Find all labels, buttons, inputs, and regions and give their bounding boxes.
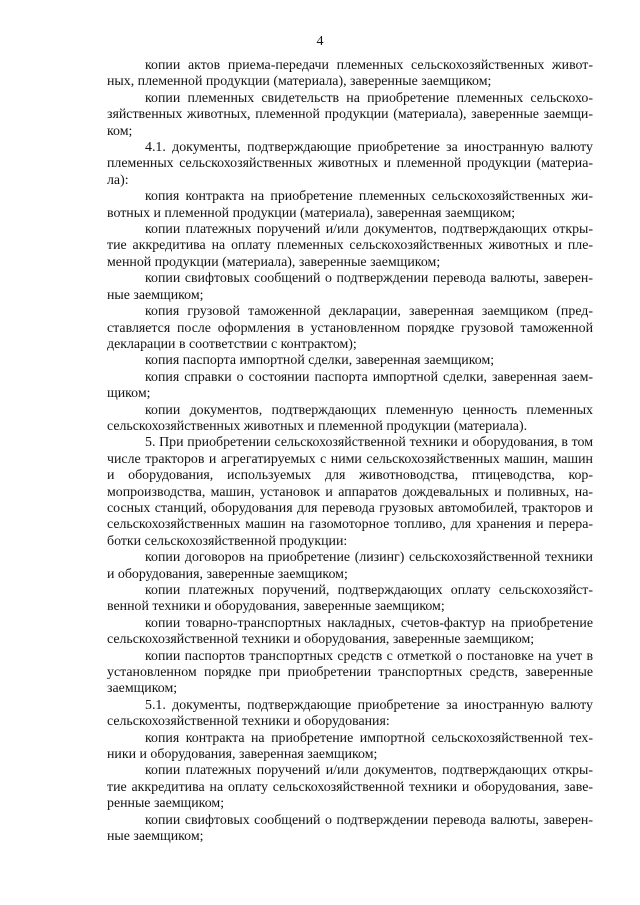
paragraph: копии платежных поручений, подтверждающих оплату сельскохозяйст-венной техники и оборудования, заверенные заемщиком; — [107, 583, 593, 615]
paragraph: 5.1. документы, подтверждающие приобретение за иностранную валюту сельскохозяйственной техники и оборудования: — [107, 697, 593, 730]
page-number: 4 — [316, 34, 324, 49]
paragraph: 4.1. документы, подтверждающие приобретение за иностранную валюту племенных сельскохозяйственных животных и племенной продукции (материа-ла): — [107, 140, 593, 188]
paragraph: копии паспортов транспортных средств с отметкой о постановке на учет в установленном порядке при приобретении транспортных средств, заверенные заемщиком; — [107, 648, 593, 697]
paragraph: копии свифтовых сообщений о подтверждении перевода валюты, заверен-ные заемщиком; — [107, 812, 593, 845]
paragraph: копии договоров на приобретение (лизинг) сельскохозяйственной техники и оборудования, заверенные заемщиком; — [107, 550, 593, 582]
paragraph: копии актов приема-передачи племенных сельскохозяйственных живот-ных, племенной продукции (материала), заверенные заемщиком; — [107, 58, 593, 90]
document-body — [107, 58, 593, 846]
paragraph: копии свифтовых сообщений о подтверждении перевода валюты, заверен-ные заемщиком; — [107, 271, 593, 303]
paragraph: копия контракта на приобретение племенных сельскохозяйственных жи-вотных и племенной продукции (материала), заверенная заемщиком; — [107, 189, 593, 221]
paragraph: копия контракта на приобретение импортной сельскохозяйственной тех-ники и оборудования, заверенная заемщиком; — [107, 730, 593, 763]
paragraph: копии племенных свидетельств на приобретение племенных сельскохо-зяйственных животных, племенной продукции (материала), заверенные заемщи-ком; — [107, 90, 593, 139]
paragraph: копия справки о состоянии паспорта импортной сделки, заверенная заем-щиком; — [107, 369, 593, 402]
paragraph: копии платежных поручений и/или документов, подтверждающих откры-тие аккредитива на оплату племенных сельскохозяйственных животных и пле-менной продукции (материала), заверенные заемщиком; — [107, 222, 593, 270]
paragraph: копии товарно-транспортных накладных, счетов-фактур на приобретение сельскохозяйственной техники и оборудования, заверенные заемщиком; — [107, 615, 593, 648]
paragraph: 5. При приобретении сельскохозяйственной техники и оборудования, в том числе тракторов и агрегатируемых с ними сельскохозяйственных машин, машин и оборудования, используемых для животноводства, птицеводства, кор-мопроизводства, машин, установок и аппаратов дождевальных и поливных, на-сосных станций, оборудования для перевода грузовых автомобилей, тракторов и сельскохозяйственных машин на газомоторное топливо, для хранения и перера-ботки сельскохозяйственной продукции: — [107, 435, 593, 549]
paragraph: копия грузовой таможенной декларации, заверенная заемщиком (пред-ставляется после оформления в установленном порядке грузовой таможенной декларации в соответствии с контрактом); — [107, 304, 593, 352]
paragraph: копии документов, подтверждающих племенную ценность племенных сельскохозяйственных животных и племенной продукции (материала). — [107, 402, 593, 434]
paragraph: копия паспорта импортной сделки, заверенная заемщиком; — [145, 353, 495, 369]
paragraph: копии платежных поручений и/или документов, подтверждающих откры-тие аккредитива на оплату сельскохозяйственной техники и оборудования, заве-ренные заемщиком; — [107, 763, 593, 812]
